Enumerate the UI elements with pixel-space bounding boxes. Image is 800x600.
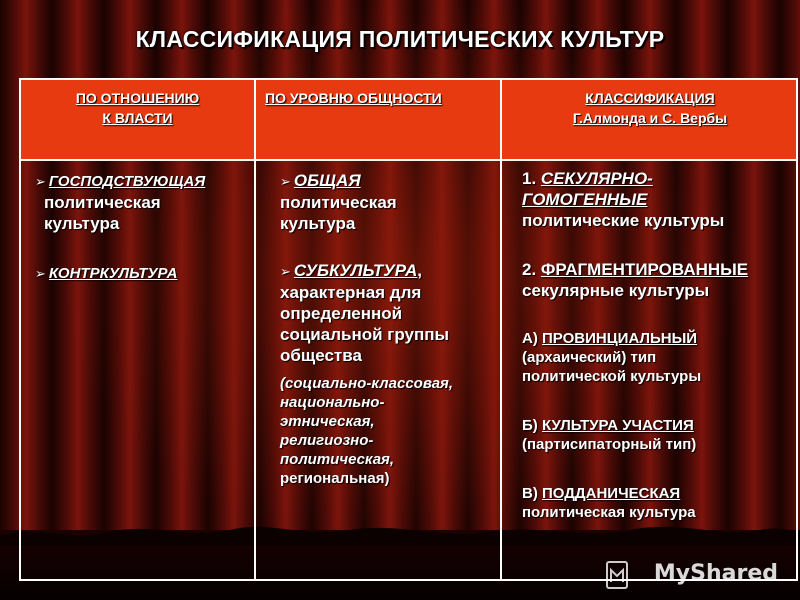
list-item: ➢ КОНТРКУЛЬТУРА <box>35 265 178 282</box>
watermark-logo-icon <box>604 558 630 590</box>
list-item: 2. ФРАГМЕНТИРОВАННЫЕ секулярные культуры <box>522 260 749 300</box>
list-item: Б) КУЛЬТУРА УЧАСТИЯ (партисипаторный тип) <box>522 417 697 453</box>
col-1-content <box>35 170 247 283</box>
watermark: MyShared <box>653 561 778 586</box>
header-col-3: КЛАССИФИКАЦИЯ Г.Алмонда и С. Вербы <box>572 90 728 126</box>
page-title: КЛАССИФИКАЦИЯ ПОЛИТИЧЕСКИХ КУЛЬТУР <box>135 26 665 52</box>
header-divider <box>21 159 796 161</box>
arrow-bullet-icon: ➢ <box>35 266 46 281</box>
list-item: В) ПОДДАНИЧЕСКАЯ политическая культура <box>522 485 696 521</box>
col-2-content <box>280 170 495 488</box>
header-col-1: ПО ОТНОШЕНИЮ К ВЛАСТИ <box>75 90 200 126</box>
subculture-note: (социально-классовая, национально- этническая, религиозно- политическая, региональная) <box>280 375 454 487</box>
list-item: А) ПРОВИНЦИАЛЬНЫЙ (архаический) тип политической культуры <box>522 330 702 385</box>
arrow-bullet-icon: ➢ <box>280 174 291 189</box>
classification-table <box>19 78 798 581</box>
list-item: ➢ ОБЩАЯ политическая культура <box>280 171 397 233</box>
column-divider-1 <box>254 80 256 579</box>
arrow-bullet-icon: ➢ <box>35 174 46 189</box>
column-divider-2 <box>500 80 502 579</box>
list-item: ➢ ГОСПОДСТВУЮЩАЯ политическая культура <box>35 173 206 233</box>
col-3-content <box>522 168 794 522</box>
arrow-bullet-icon: ➢ <box>280 264 291 279</box>
list-item: 1. СЕКУЛЯРНО- ГОМОГЕННЫЕ политические культуры <box>522 169 725 230</box>
header-col-2: ПО УРОВНЮ ОБЩНОСТИ <box>265 90 442 106</box>
list-item: ➢ СУБКУЛЬТУРА, характерная для определенной социальной группы общества <box>280 261 450 365</box>
